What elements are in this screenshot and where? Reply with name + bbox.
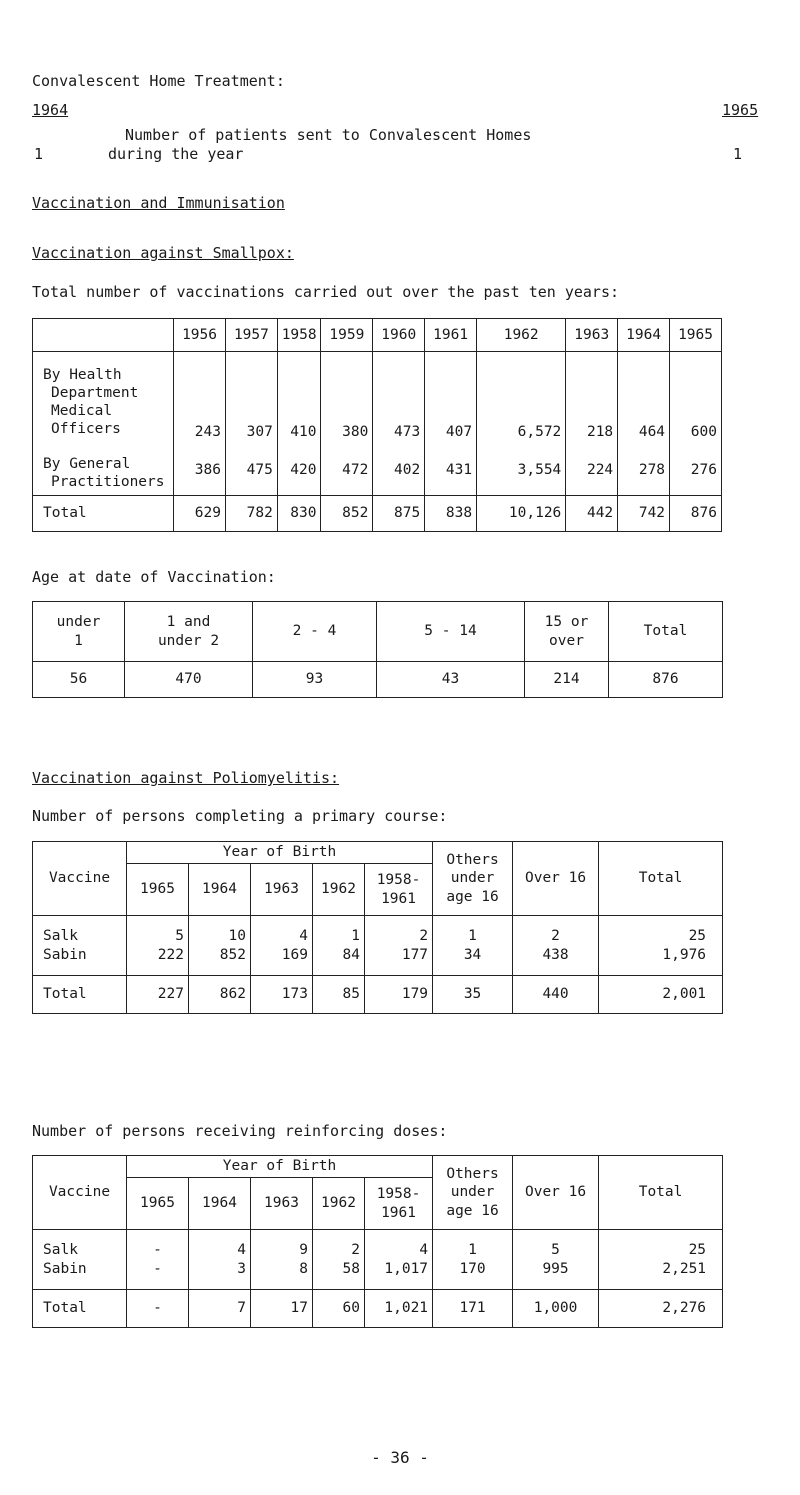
total-label: Total — [33, 976, 127, 1014]
polio-total-cell: 85 — [313, 976, 365, 1014]
smallpox-total-row — [33, 496, 722, 532]
total-header: Total — [599, 1156, 723, 1230]
polio-value-cell: - - — [127, 1230, 189, 1290]
polio-value-cell: 9 8 — [251, 1230, 313, 1290]
birth-year-header: 1962 — [313, 1178, 365, 1230]
smallpox-total-cell: 875 — [373, 496, 425, 532]
birth-year-header: 1965 — [127, 864, 189, 916]
convalescent-year-right: 1965 — [722, 101, 759, 119]
smallpox-value-cell: 473 402 — [373, 352, 425, 496]
age-value-cell: 470 — [125, 662, 253, 698]
polio-value-cell: 4 1,017 — [365, 1230, 433, 1290]
smallpox-value-cell: 464 278 — [618, 352, 670, 496]
polio-total-cell: 17 — [251, 1290, 313, 1328]
polio-value-cell: 1 34 — [433, 916, 513, 976]
others-under-16-header: Others under age 16 — [433, 842, 513, 916]
age-header-cell: 2 - 4 — [253, 602, 377, 662]
birth-year-header: 1963 — [251, 1178, 313, 1230]
polio-total-cell: 862 — [189, 976, 251, 1014]
polio-total-cell: - — [127, 1290, 189, 1328]
smallpox-row-labels — [33, 352, 174, 496]
smallpox-heading: Vaccination against Smallpox: — [32, 244, 294, 262]
polio-value-cell: 1 170 — [433, 1230, 513, 1290]
smallpox-intro: Total number of vaccinations carried out over the past ten years: — [32, 283, 619, 301]
total-header: Total — [599, 842, 723, 916]
smallpox-year-header: 1958 — [277, 319, 321, 352]
polio-total-cell: 1,021 — [365, 1290, 433, 1328]
age-value-cell: 214 — [525, 662, 609, 698]
smallpox-value-cell: 600 276 — [670, 352, 722, 496]
smallpox-table — [32, 318, 722, 532]
polio-value-cell: 10 852 — [189, 916, 251, 976]
convalescent-label-line1: Number of patients sent to Convalescent Homes — [125, 126, 532, 144]
smallpox-total-cell: 442 — [566, 496, 618, 532]
smallpox-value-cell: 218 224 — [566, 352, 618, 496]
polio-value-cell: 2 177 — [365, 916, 433, 976]
age-header-row — [33, 602, 723, 662]
row-label-line: Department — [51, 385, 139, 402]
birth-year-header: 1962 — [313, 864, 365, 916]
convalescent-heading: Convalescent Home Treatment: — [32, 72, 285, 90]
polio-total-cell: 227 — [127, 976, 189, 1014]
polio-reinforcing-table — [32, 1155, 723, 1328]
age-heading: Age at date of Vaccination: — [32, 568, 276, 586]
smallpox-value-cell: 410 420 — [277, 352, 321, 496]
smallpox-total-cell: 782 — [225, 496, 277, 532]
smallpox-total-cell: 830 — [277, 496, 321, 532]
polio-total-cell: 60 — [313, 1290, 365, 1328]
convalescent-label-line2: during the year — [108, 145, 244, 163]
birth-year-header: 1958-1961 — [365, 1178, 433, 1230]
polio-value-cell: 4 169 — [251, 916, 313, 976]
age-header-cell: Total — [609, 602, 723, 662]
polio-value-cell: 25 1,976 — [599, 916, 723, 976]
birth-year-header: 1965 — [127, 1178, 189, 1230]
smallpox-corner-cell — [33, 319, 174, 352]
age-header-cell: 5 - 14 — [377, 602, 525, 662]
polio-heading: Vaccination against Poliomyelitis: — [32, 769, 340, 787]
polio-reinforcing-body-row — [33, 1230, 723, 1290]
convalescent-value-right: 1 — [733, 145, 743, 163]
polio-value-cell: 5 222 — [127, 916, 189, 976]
birth-year-header: 1958-1961 — [365, 864, 433, 916]
age-table — [32, 601, 723, 698]
smallpox-year-header: 1962 — [477, 319, 566, 352]
polio-reinforcing-intro: Number of persons receiving reinforcing doses: — [32, 1122, 448, 1140]
polio-total-cell: 173 — [251, 976, 313, 1014]
polio-total-cell: 2,276 — [599, 1290, 723, 1328]
polio-value-cell: 4 3 — [189, 1230, 251, 1290]
polio-primary-table — [32, 841, 723, 1014]
age-header-cell: 15 or over — [525, 602, 609, 662]
smallpox-year-header: 1965 — [670, 319, 722, 352]
convalescent-year-left: 1964 — [32, 101, 69, 119]
polio-total-cell: 7 — [189, 1290, 251, 1328]
polio-value-cell: 2 58 — [313, 1230, 365, 1290]
over-16-header: Over 16 — [513, 1156, 599, 1230]
smallpox-year-header: 1964 — [618, 319, 670, 352]
smallpox-value-cell: 380 472 — [321, 352, 373, 496]
smallpox-total-cell: 10,126 — [477, 496, 566, 532]
smallpox-total-cell: 629 — [174, 496, 226, 532]
vaccine-header: Vaccine — [33, 1156, 127, 1230]
smallpox-total-label: Total — [33, 496, 174, 532]
smallpox-value-cell: 6,572 3,554 — [477, 352, 566, 496]
over-16-header: Over 16 — [513, 842, 599, 916]
row-label-line: By Health — [43, 367, 122, 383]
polio-primary-body-row — [33, 916, 723, 976]
smallpox-year-header: 1959 — [321, 319, 373, 352]
vaccine-names: Salk Sabin — [33, 916, 127, 976]
smallpox-year-header: 1960 — [373, 319, 425, 352]
polio-value-cell: 1 84 — [313, 916, 365, 976]
polio-value-cell: 2 438 — [513, 916, 599, 976]
age-header-cell: under 1 — [33, 602, 125, 662]
polio-total-cell: 440 — [513, 976, 599, 1014]
smallpox-value-cell: 243 386 — [174, 352, 226, 496]
age-value-cell: 876 — [609, 662, 723, 698]
polio-total-cell: 2,001 — [599, 976, 723, 1014]
vaccine-header: Vaccine — [33, 842, 127, 916]
smallpox-header-row — [33, 319, 722, 352]
others-under-16-header: Others under age 16 — [433, 1156, 513, 1230]
row-label-line: Practitioners — [51, 473, 165, 490]
smallpox-year-header: 1957 — [225, 319, 277, 352]
age-value-cell: 56 — [33, 662, 125, 698]
convalescent-value-left: 1 — [34, 145, 44, 163]
smallpox-body-row — [33, 352, 722, 496]
smallpox-total-cell: 876 — [670, 496, 722, 532]
row-label-line: Medical — [51, 403, 113, 420]
polio-reinforcing-header-row1 — [33, 1156, 723, 1178]
birth-year-header: 1963 — [251, 864, 313, 916]
page-number: - 36 - — [371, 1448, 429, 1467]
polio-primary-header-row1 — [33, 842, 723, 864]
polio-primary-total-row — [33, 976, 723, 1014]
polio-value-cell: 5 995 — [513, 1230, 599, 1290]
year-of-birth-header: Year of Birth — [127, 842, 433, 864]
smallpox-total-cell: 742 — [618, 496, 670, 532]
smallpox-year-header: 1963 — [566, 319, 618, 352]
polio-value-cell: 25 2,251 — [599, 1230, 723, 1290]
polio-reinforcing-total-row — [33, 1290, 723, 1328]
year-of-birth-header: Year of Birth — [127, 1156, 433, 1178]
polio-total-cell: 179 — [365, 976, 433, 1014]
smallpox-year-header: 1956 — [174, 319, 226, 352]
smallpox-year-header: 1961 — [425, 319, 477, 352]
polio-total-cell: 1,000 — [513, 1290, 599, 1328]
age-header-cell: 1 and under 2 — [125, 602, 253, 662]
row-label-line: Officers — [51, 421, 121, 438]
polio-total-cell: 171 — [433, 1290, 513, 1328]
smallpox-total-cell: 852 — [321, 496, 373, 532]
total-label: Total — [33, 1290, 127, 1328]
polio-total-cell: 35 — [433, 976, 513, 1014]
age-value-row — [33, 662, 723, 698]
birth-year-header: 1964 — [189, 1178, 251, 1230]
vaccine-names: Salk Sabin — [33, 1230, 127, 1290]
smallpox-total-cell: 838 — [425, 496, 477, 532]
smallpox-value-cell: 307 475 — [225, 352, 277, 496]
age-value-cell: 93 — [253, 662, 377, 698]
smallpox-value-cell: 407 431 — [425, 352, 477, 496]
polio-primary-intro: Number of persons completing a primary course: — [32, 807, 448, 825]
row-label-line: By General — [43, 455, 131, 472]
birth-year-header: 1964 — [189, 864, 251, 916]
age-value-cell: 43 — [377, 662, 525, 698]
vaccination-heading: Vaccination and Immunisation — [32, 194, 285, 212]
